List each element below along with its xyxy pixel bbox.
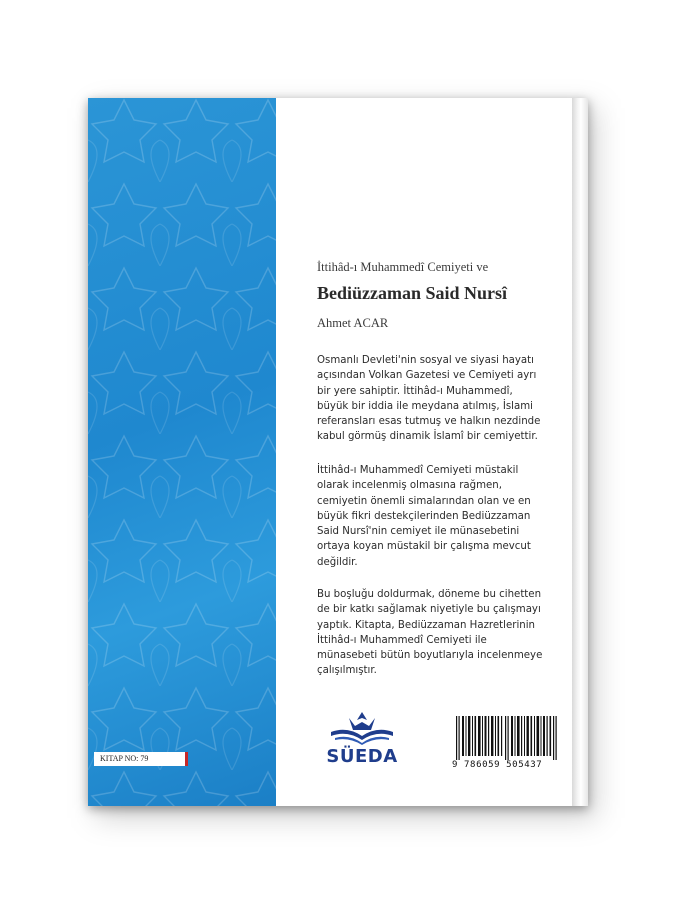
open-book-icon (317, 706, 407, 746)
blue-pattern-panel (88, 98, 276, 806)
isbn-number: 9 786059 505437 (452, 760, 543, 770)
book-title: Bediüzzaman Said Nursî (317, 283, 508, 303)
barcode-bars (454, 716, 560, 760)
publisher-logo (317, 706, 407, 766)
book-back-cover (88, 98, 588, 806)
book-subtitle: İttihâd-ı Muhammedî Cemiyeti ve (317, 260, 489, 274)
book-author: Ahmet ACAR (317, 316, 389, 330)
blurb-paragraph-2: İttihâd-ı Muhammedî Cemiyeti müstakil olarak incelenmiş olmasına rağmen, cemiyetin önemli simalarından olan ve en büyük fikri destekçilerinden Bediüzzaman Said Nursî'nin cemiyet ile münasebetini ortaya koyan müstakil bir çalışma mevcut değildir. (317, 465, 531, 568)
isbn-barcode (452, 714, 562, 776)
geometric-pattern (88, 98, 276, 806)
blurb-paragraph-3: Bu boşluğu doldurmak, döneme bu cihetten de bir katkı sağlamak niyetiyle bu çalışmayı yaptık. Kitapta, Bediüzzaman Hazretlerinin İttihâd-ı Muhammedî Cemiyeti ile münasebeti bütün boyutlarıyla incelenmeye çalışılmıştır. (317, 589, 543, 677)
page-edge (572, 98, 588, 806)
blurb-paragraph-1: Osmanlı Devleti'nin sosyal ve siyasi hayatı açısından Volkan Gazetesi ve Cemiyeti ayrı bir yere sahiptir. İttihâd-ı Muhammedî, büyük bir iddia ile meydana atılmış, İslami referansları esas tutmuş ve halkın nezdinde kabul görmüş dinamik İslamî bir cemiyettir. (317, 355, 541, 443)
publisher-name: SÜEDA (326, 746, 398, 767)
kitap-no-label: KITAP NO: 79 (94, 752, 188, 766)
